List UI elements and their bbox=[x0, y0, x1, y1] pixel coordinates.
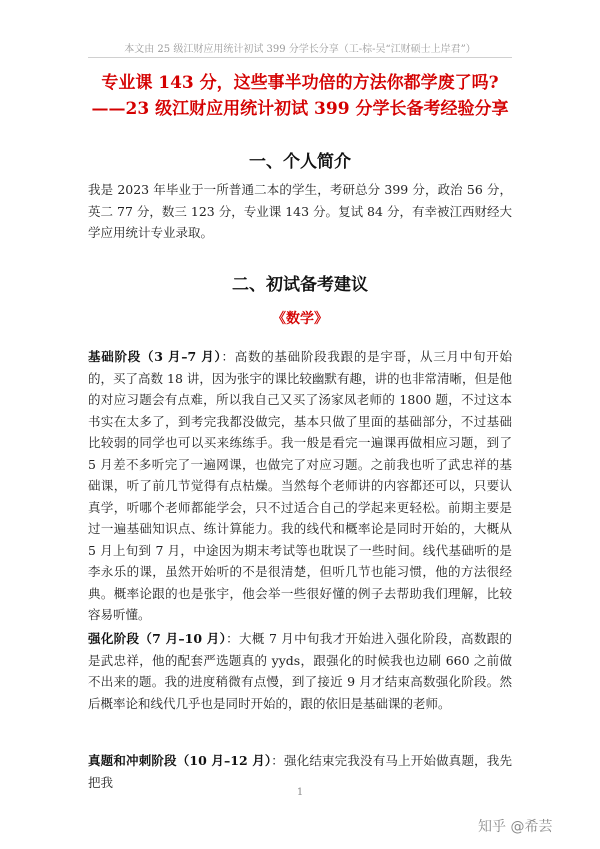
stage-label-final: 真题和冲刺阶段（10 月–12 月） bbox=[88, 753, 272, 768]
page-header-note: 本文由 25 级江财应用统计初试 399 分学长分享（工-棕-吴“江财硕士上岸君”） bbox=[124, 44, 476, 55]
stage-text-intensive: ：大概 7 月中旬我才开始进入强化阶段，高数跟的是武忠祥，他的配套严选题真的 yyds，跟强化的时候我也边刷 660 之前做不出来的题。我的进度稍微有点慢，到了接近 9 月才结束高数强化阶段。然后概率论和线代几乎也是同时开始的，跟的依旧是基础课的老师。 bbox=[88, 631, 512, 711]
page-number: 1 bbox=[296, 787, 304, 798]
paragraph-basic-stage bbox=[88, 346, 512, 626]
stage-label-basic: 基础阶段（3 月–7 月） bbox=[88, 349, 222, 364]
profile-paragraph: 我是 2023 年毕业于一所普通二本的学生，考研总分 399 分，政治 56 分，英二 77 分，数三 123 分，专业课 143 分。复试 84 分，有幸被江西财经大学应用统计专业录取。 bbox=[88, 182, 512, 240]
zhihu-watermark: 知乎 @希芸 bbox=[478, 819, 553, 835]
document-title: 专业课 143 分，这些事半功倍的方法你都学废了吗?——23 级江财应用统计初试 399 分学长备考经验分享 bbox=[91, 73, 509, 119]
stage-text-final: ：强化结束完我没有马上开始做真题，我先把我 bbox=[88, 753, 512, 790]
subheading-math: 《数学》 bbox=[272, 311, 328, 327]
stage-label-intensive: 强化阶段（7 月–10 月） bbox=[88, 631, 227, 646]
header-divider bbox=[88, 57, 512, 58]
paragraph-intensive-stage bbox=[88, 628, 512, 714]
section-heading-profile: 一、个人简介 bbox=[249, 152, 351, 172]
section-heading-exam-advice: 二、初试备考建议 bbox=[232, 275, 368, 295]
stage-text-basic: ：高数的基础阶段我跟的是宇哥，从三月中旬开始的，买了高数 18 讲，因为张宇的课比较幽默有趣，讲的也非常清晰，但是他的对应习题会有点难，所以我自己又买了汤家凤老师的 1800 题，不过这本书实在太多了，到考完我都没做完，基本只做了里面的基础部分，不过基础比较弱的同学也可以买来练练手。我一般是看完一遍课再做相应习题，到了 5 月差不多听完了一遍网课，也做完了对应习题。之前我也听了武忠祥的基础课，听了前几节觉得有点枯燥。当然每个老师讲的内容都还可以，只要认真学，听哪个老师都能学会，只不过适合自己的学起来更轻松。前期主要是过一遍基础知识点、练计算能力。我的线代和概率论是同时开始的，大概从 5 月上旬到 7 月，中途因为期末考试等也耽误了一些时间。线代基础听的是李永乐的课，虽然开始听的不是很清楚，但听几节也能习惯，他的方法很经典。概率论跟的也是张宇，他会举一些很好懂的例子去帮助我们理解，比较容易听懂。 bbox=[88, 349, 512, 622]
